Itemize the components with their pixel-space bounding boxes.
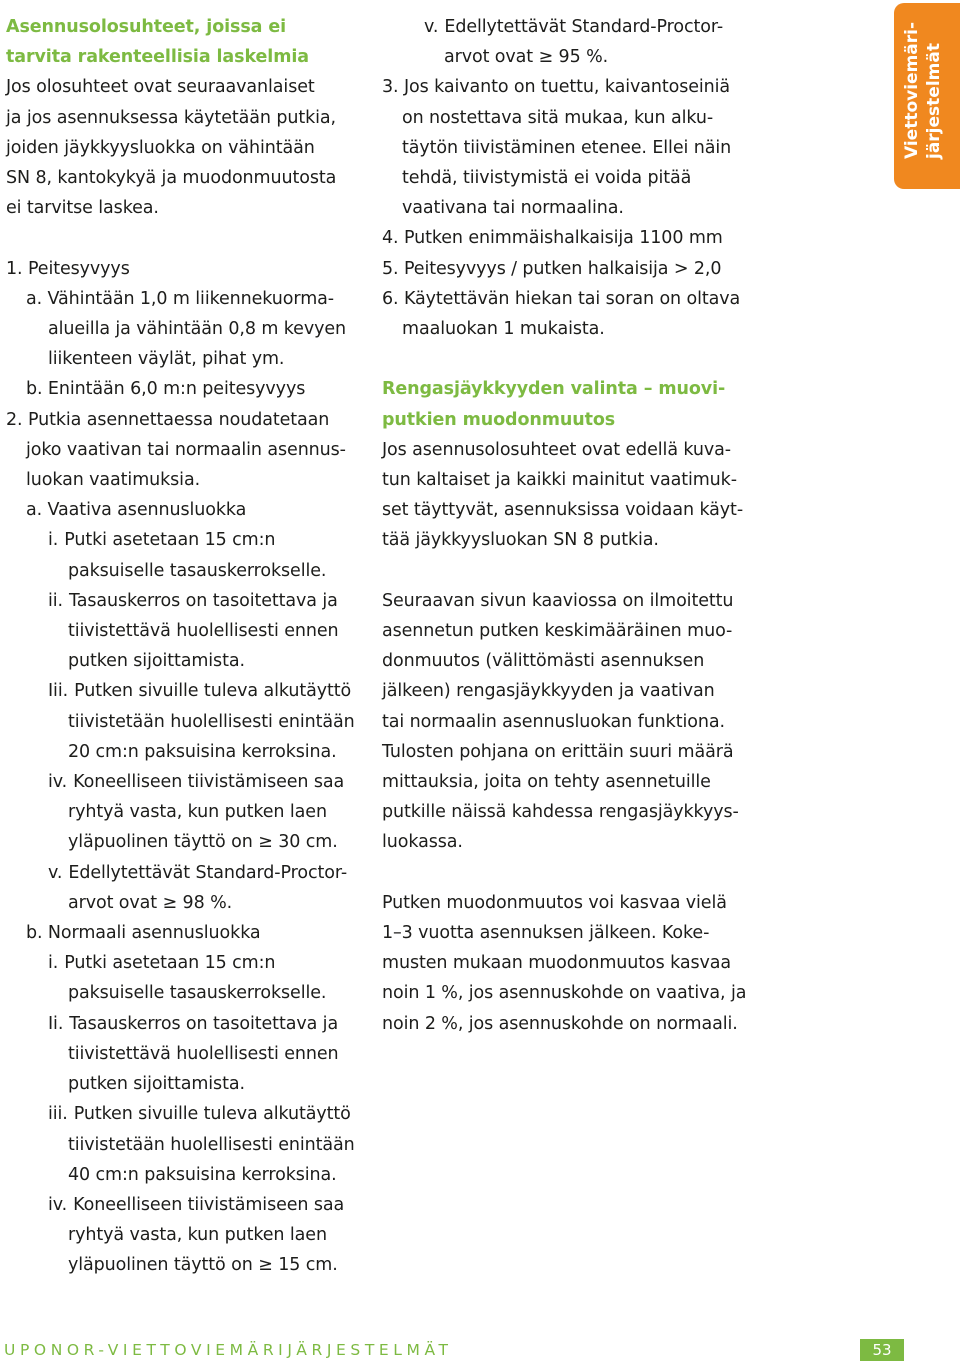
line-text: Putki asetetaan 15 cm:n [64, 530, 276, 551]
text-line [6, 707, 356, 737]
line-text: alueilla ja vähintään 0,8 m kevyen [48, 319, 347, 340]
text-line [6, 163, 356, 193]
text-line [6, 646, 356, 676]
text-line [382, 1009, 752, 1039]
list-marker: v. [424, 17, 439, 37]
page-number: 53 [860, 1339, 904, 1361]
line-text: putkien muodonmuutos [382, 409, 616, 430]
text-line [382, 42, 752, 72]
text-line [6, 1099, 356, 1129]
section-heading-line [382, 405, 752, 435]
paragraph-gap [382, 344, 752, 374]
text-line [382, 827, 752, 857]
line-text: joko vaativan tai normaalin asennus- [26, 439, 346, 460]
text-line [382, 707, 752, 737]
text-line [6, 103, 356, 133]
text-line [382, 12, 752, 42]
line-text: joiden jäykkyysluokka on vähintään [6, 137, 315, 158]
line-text: yläpuolinen täyttö on ≥ 15 cm. [68, 1255, 338, 1276]
line-text: Putken sivuille tuleva alkutäyttö [73, 1104, 351, 1125]
line-text: Tulosten pohjana on erittäin suuri määrä [382, 741, 734, 762]
text-line [382, 314, 752, 344]
text-line [6, 405, 356, 435]
text-line [6, 1220, 356, 1250]
line-text: putken sijoittamista. [68, 1074, 245, 1095]
section-tab [894, 3, 960, 189]
list-marker: ii. [48, 590, 63, 611]
text-line [382, 586, 752, 616]
text-line [6, 827, 356, 857]
right-column [382, 12, 752, 1039]
text-line [382, 948, 752, 978]
text-line [382, 72, 752, 102]
line-text: arvot ovat ≥ 98 %. [68, 892, 233, 913]
text-line [382, 223, 752, 253]
line-text: maaluokan 1 mukaista. [402, 319, 605, 340]
line-text: paksuiselle tasauskerrokselle. [68, 983, 327, 1004]
text-line [382, 435, 752, 465]
text-line [382, 495, 752, 525]
paragraph-gap [6, 223, 356, 253]
text-line [382, 797, 752, 827]
line-text: tiivistettävä huolellisesti ennen [68, 621, 339, 642]
text-line [6, 1039, 356, 1069]
line-text: noin 1 %, jos asennuskohde on vaativa, ja [382, 983, 747, 1004]
line-text: donmuutos (välittömästi asennuksen [382, 651, 705, 672]
line-text: luokan vaatimuksia. [26, 470, 201, 491]
line-text: musten mukaan muodonmuutos kasvaa [382, 953, 732, 974]
line-text: tää jäykkyysluokan SN 8 putkia. [382, 530, 659, 551]
text-line [382, 133, 752, 163]
section-tab-line-1: Viettoviemäri- [902, 21, 922, 159]
line-text: Jos asennusolosuhteet ovat edellä kuva- [382, 439, 731, 460]
list-marker: i. [48, 530, 59, 551]
line-text: tarvita rakenteellisia laskelmia [6, 47, 309, 68]
text-line [6, 737, 356, 767]
text-line [382, 888, 752, 918]
line-text: täytön tiivistäminen etenee. Ellei näin [402, 137, 732, 158]
text-line [6, 556, 356, 586]
text-line [382, 525, 752, 555]
text-line [6, 193, 356, 223]
text-line [6, 1130, 356, 1160]
line-text: tiivistetään huolellisesti enintään [68, 1134, 355, 1155]
text-line [6, 525, 356, 555]
text-line [6, 1009, 356, 1039]
line-text: tai normaalin asennusluokan funktiona. [382, 711, 725, 732]
text-line [382, 254, 752, 284]
text-line [6, 858, 356, 888]
line-text: Jos olosuhteet ovat seuraavanlaiset [6, 77, 315, 98]
line-text: 20 cm:n paksuisina kerroksina. [68, 741, 337, 762]
text-line [6, 284, 356, 314]
line-text: Rengasjäykkyyden valinta – muovi- [382, 379, 726, 400]
text-line [6, 797, 356, 827]
list-marker: iii. [48, 1104, 68, 1125]
line-text: Putki asetetaan 15 cm:n [64, 953, 276, 974]
line-text: tehdä, tiivistymistä ei voida pitää [402, 168, 692, 189]
line-text: ryhtyä vasta, kun putken laen [68, 1225, 327, 1246]
line-text: on nostettava sitä mukaa, kun alku- [402, 107, 714, 128]
line-text: 5. Peitesyvyys / putken halkaisija > 2,0 [382, 258, 722, 279]
text-line [382, 737, 752, 767]
line-text: SN 8, kantokykyä ja muodonmuutosta [6, 168, 337, 189]
paragraph-gap [382, 858, 752, 888]
text-line [6, 465, 356, 495]
text-line [382, 193, 752, 223]
line-text: tun kaltaiset ja kaikki mainitut vaatimuk- [382, 470, 737, 491]
line-text: 1–3 vuotta asennuksen jälkeen. Koke- [382, 923, 710, 944]
section-tab-label [901, 0, 945, 159]
list-marker: i. [48, 953, 59, 974]
text-line [6, 374, 356, 404]
line-text: a. Vaativa asennusluokka [26, 500, 247, 521]
line-text: paksuiselle tasauskerrokselle. [68, 560, 327, 581]
line-text: luokassa. [382, 832, 463, 853]
left-column [6, 12, 356, 1281]
text-line [6, 314, 356, 344]
line-text: set täyttyvät, asennuksissa voidaan käyt- [382, 500, 744, 521]
list-marker: Ii. [48, 1013, 64, 1034]
line-text: b. Normaali asennusluokka [26, 923, 261, 944]
line-text: putken sijoittamista. [68, 651, 245, 672]
text-line [382, 163, 752, 193]
list-marker: Iii. [48, 681, 69, 702]
text-line [6, 254, 356, 284]
text-line [382, 465, 752, 495]
text-line [6, 888, 356, 918]
line-text: 40 cm:n paksuisina kerroksina. [68, 1164, 337, 1185]
text-line [382, 767, 752, 797]
text-line [6, 435, 356, 465]
text-line [6, 1069, 356, 1099]
line-text: Edellytettävät Standard-Proctor- [68, 862, 348, 883]
line-text: Tasauskerros on tasoitettava ja [69, 590, 338, 611]
line-text: ei tarvitse laskea. [6, 198, 159, 219]
footer-brand: UPONOR-VIETTOVIEMÄRIJÄRJESTELMÄT [4, 1341, 453, 1359]
line-text: Koneelliseen tiivistämiseen saa [73, 1194, 345, 1215]
text-line [382, 676, 752, 706]
line-text: arvot ovat ≥ 95 %. [444, 47, 609, 68]
line-text: Koneelliseen tiivistämiseen saa [73, 772, 345, 793]
line-text: 4. Putken enimmäishalkaisija 1100 mm [382, 228, 723, 249]
text-line [6, 948, 356, 978]
text-line [382, 616, 752, 646]
text-line [6, 1160, 356, 1190]
text-line [382, 918, 752, 948]
line-text: Tasauskerros on tasoitettava ja [69, 1013, 339, 1034]
text-line [6, 676, 356, 706]
line-text: noin 2 %, jos asennuskohde on normaali. [382, 1013, 738, 1034]
line-text: Putken muodonmuutos voi kasvaa vielä [382, 892, 727, 913]
text-line [382, 646, 752, 676]
list-marker: v. [48, 862, 63, 883]
text-line [6, 1250, 356, 1280]
text-line [6, 767, 356, 797]
text-line [6, 1190, 356, 1220]
line-text: asennetun putken keskimääräinen muo- [382, 621, 733, 642]
line-text: Asennusolosuhteet, joissa ei [6, 17, 287, 37]
line-text: yläpuolinen täyttö on ≥ 30 cm. [68, 832, 338, 853]
list-marker: iv. [48, 1194, 68, 1215]
section-heading-line [6, 42, 356, 72]
section-tab-line-2: järjestelmät [924, 43, 944, 159]
line-text: ja jos asennuksessa käytetään putkia, [6, 107, 336, 128]
text-line [6, 72, 356, 102]
text-line [382, 284, 752, 314]
text-line [6, 918, 356, 948]
line-text: putkille näissä kahdessa rengasjäykkyys- [382, 802, 739, 823]
paragraph-gap [382, 556, 752, 586]
text-line [6, 133, 356, 163]
list-marker: iv. [48, 772, 68, 793]
line-text: Putken sivuille tuleva alkutäyttö [74, 681, 352, 702]
line-text: jälkeen) rengasjäykkyyden ja vaativan [382, 681, 715, 702]
line-text: a. Vähintään 1,0 m liikennekuorma- [26, 288, 334, 309]
line-text: b. Enintään 6,0 m:n peitesyvyys [26, 379, 306, 400]
text-line [6, 344, 356, 374]
line-text: tiivistetään huolellisesti enintään [68, 711, 355, 732]
text-line [382, 978, 752, 1008]
line-text: ryhtyä vasta, kun putken laen [68, 802, 327, 823]
text-line [6, 495, 356, 525]
line-text: mittauksia, joita on tehty asennetuille [382, 772, 711, 793]
line-text: liikenteen väylät, pihat ym. [48, 349, 285, 370]
line-text: Edellytettävät Standard-Proctor- [444, 17, 724, 37]
line-text: 1. Peitesyvyys [6, 258, 130, 279]
line-text: 3. Jos kaivanto on tuettu, kaivantoseiniä [382, 77, 731, 98]
text-line [382, 103, 752, 133]
text-line [6, 616, 356, 646]
section-heading-line [6, 12, 356, 42]
line-text: 6. Käytettävän hiekan tai soran on oltava [382, 288, 741, 309]
line-text: tiivistettävä huolellisesti ennen [68, 1043, 339, 1064]
line-text: vaativana tai normaalina. [402, 198, 624, 219]
line-text: Seuraavan sivun kaaviossa on ilmoitettu [382, 590, 734, 611]
section-heading-line [382, 374, 752, 404]
text-line [6, 586, 356, 616]
text-line [6, 978, 356, 1008]
line-text: 2. Putkia asennettaessa noudatetaan [6, 409, 330, 430]
